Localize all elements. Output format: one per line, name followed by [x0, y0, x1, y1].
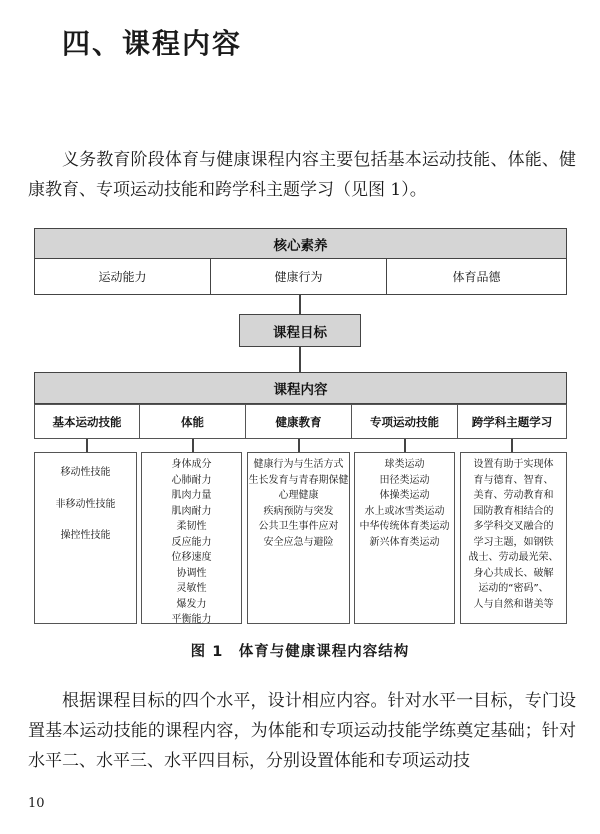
- list-item: 中华传统体育类运动: [359, 521, 450, 532]
- list-item: 运动的“密码”、: [478, 583, 549, 594]
- list-item: 战士、劳动最光荣、: [468, 552, 559, 563]
- list-item: 心理健康: [278, 490, 319, 501]
- course-content-bar: 课程内容: [34, 372, 567, 404]
- category-special-sport-skills: 专项运动技能: [351, 404, 458, 439]
- list-item: 身体成分: [171, 459, 212, 470]
- list-item: 育与德育、智育、: [473, 474, 554, 486]
- list-item: 国防教育相结合的: [473, 505, 554, 517]
- list-item: 身心共成长、破解: [473, 567, 554, 579]
- list-item: 反应能力: [171, 536, 212, 548]
- list-item: 柔韧性: [176, 521, 207, 532]
- list-item: 生长发育与青春期保健: [248, 474, 349, 486]
- list-item: 多学科交叉融合的: [473, 521, 554, 532]
- list-item: 位移速度: [171, 552, 212, 563]
- list-item: 心肺耐力: [171, 474, 212, 486]
- list-item: 新兴体育类运动: [369, 536, 440, 548]
- list-item: 水上或冰雪类运动: [364, 505, 445, 517]
- category-health-education: 健康教育: [245, 404, 352, 439]
- core-item-sport-morality: 体育品德: [386, 258, 567, 295]
- list-item: 爆发力: [176, 598, 207, 610]
- list-interdisciplinary-learning: [460, 452, 567, 624]
- connector-core-goal: [299, 295, 301, 314]
- list-item: 协调性: [176, 567, 207, 579]
- list-item: 健康行为与生活方式: [253, 459, 344, 470]
- list-item: 肌肉耐力: [171, 505, 212, 517]
- list-item: 移动性技能: [60, 467, 111, 478]
- list-item: 球类运动: [384, 459, 425, 470]
- figure-caption: 图 1 体育与健康课程内容结构: [190, 644, 410, 660]
- list-item: 美育、劳动教育和: [473, 490, 554, 501]
- connector-cat-2: [298, 439, 300, 452]
- list-item: 人与自然和谐美等: [473, 598, 554, 610]
- list-item: 田径类运动: [379, 474, 430, 486]
- page-number: 10: [28, 796, 45, 811]
- list-basic-motor-skills: [34, 452, 137, 624]
- core-item-health-behavior: 健康行为: [210, 258, 387, 295]
- core-item-motor-ability: 运动能力: [34, 258, 211, 295]
- list-item: 非移动性技能: [55, 498, 116, 510]
- list-item: 公共卫生事件应对: [258, 521, 339, 532]
- list-item: 疾病预防与突发: [263, 505, 334, 517]
- connector-cat-1: [192, 439, 194, 452]
- list-item: 学习主题，如钢铁: [473, 536, 554, 548]
- body-paragraph: 根据课程目标的四个水平，设计相应内容。针对水平一目标，专门设置基本运动技能的课程内容，为体能和专项运动技能学练奠定基础；针对水平二、水平三、水平四目标，分别设置体能和专项运动技: [28, 691, 576, 771]
- course-goal-box: 课程目标: [239, 314, 361, 347]
- category-physical-fitness: 体能: [139, 404, 246, 439]
- list-item: 平衡能力: [171, 614, 212, 625]
- connector-cat-4: [511, 439, 513, 452]
- section-heading: 四、课程内容: [62, 27, 243, 60]
- list-physical-fitness: [141, 452, 242, 624]
- list-item: 体操类运动: [379, 490, 430, 501]
- connector-cat-0: [86, 439, 88, 452]
- list-item: 肌肉力量: [171, 490, 212, 501]
- list-health-education: [247, 452, 350, 624]
- category-basic-motor-skills: 基本运动技能: [34, 404, 140, 439]
- list-special-sport-skills: [354, 452, 455, 624]
- core-literacy-bar: 核心素养: [34, 228, 567, 259]
- category-interdisciplinary-learning: 跨学科主题学习: [457, 404, 567, 439]
- connector-cat-3: [404, 439, 406, 452]
- list-item: 设置有助于实现体: [473, 459, 554, 470]
- intro-paragraph: 义务教育阶段体育与健康课程内容主要包括基本运动技能、体能、健康教育、专项运动技能和跨学科主题学习（见图 1）。: [28, 150, 576, 200]
- list-item: 安全应急与避险: [263, 536, 334, 548]
- list-item: 灵敏性: [176, 583, 207, 594]
- list-item: 操控性技能: [60, 530, 111, 541]
- connector-goal-content: [299, 347, 301, 372]
